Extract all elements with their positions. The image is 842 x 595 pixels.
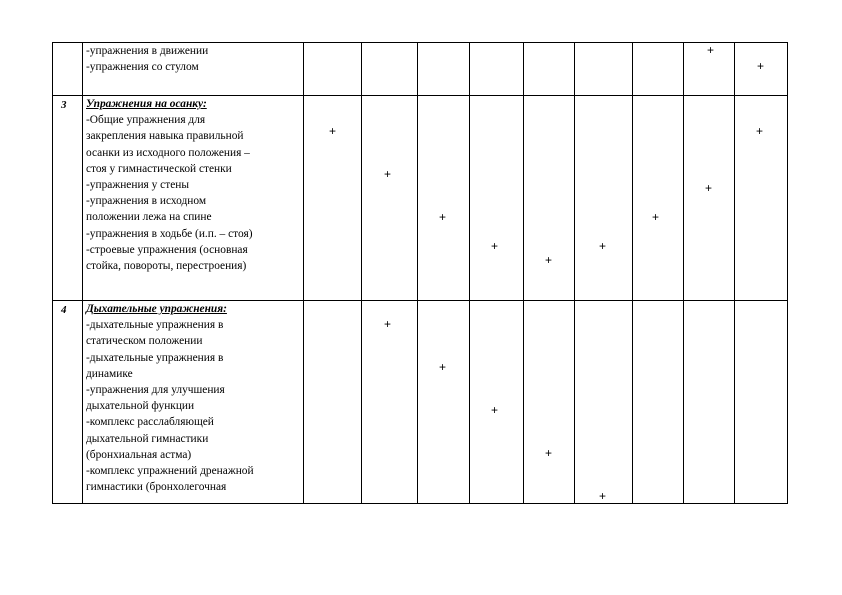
schedule-cell xyxy=(524,43,575,96)
schedule-cell xyxy=(304,96,362,301)
schedule-cell xyxy=(362,301,418,504)
row-number-text: 3 xyxy=(61,99,67,111)
row-number xyxy=(53,96,83,301)
description-line: стоя у гимнастической стенки xyxy=(86,162,232,175)
schedule-cell xyxy=(575,301,633,504)
description-line: -упражнения в движении xyxy=(86,45,209,57)
description-line: -упражнения со стулом xyxy=(86,61,199,74)
schedule-cell xyxy=(304,43,362,96)
schedule-cell xyxy=(575,43,633,96)
section-title: Упражнения на осанку: xyxy=(86,98,207,110)
schedule-cell xyxy=(524,301,575,504)
schedule-cell xyxy=(575,96,633,301)
schedule-cell xyxy=(470,301,524,504)
plus-mark: + xyxy=(545,253,553,267)
description-line: статическом положении xyxy=(86,335,203,348)
table-row xyxy=(53,301,788,504)
section-title: Дыхательные упражнения: xyxy=(86,303,227,315)
plus-mark: + xyxy=(756,124,764,138)
description-line: стойка, повороты, перестроения) xyxy=(86,260,247,273)
schedule-cell xyxy=(470,43,524,96)
schedule-cell xyxy=(418,43,470,96)
plus-mark: + xyxy=(599,489,607,503)
schedule-cell xyxy=(418,301,470,504)
plus-mark: + xyxy=(545,446,553,460)
exercise-description xyxy=(83,43,304,96)
schedule-cell xyxy=(362,43,418,96)
plus-mark: + xyxy=(652,210,660,224)
plus-mark: + xyxy=(439,360,447,374)
exercise-schedule-table xyxy=(52,42,788,504)
schedule-cell xyxy=(633,96,684,301)
description-line: -комплекс упражнений дренажной xyxy=(86,465,254,478)
schedule-cell xyxy=(524,96,575,301)
schedule-cell xyxy=(470,96,524,301)
schedule-cell xyxy=(684,43,735,96)
schedule-cell xyxy=(684,301,735,504)
schedule-cell xyxy=(735,96,788,301)
exercise-description xyxy=(83,301,304,504)
plus-mark: + xyxy=(599,239,607,253)
schedule-cell xyxy=(735,301,788,504)
schedule-cell xyxy=(304,301,362,504)
exercise-description xyxy=(83,96,304,301)
description-line: динамике xyxy=(86,367,133,380)
description-line: гимнастики (бронхолегочная xyxy=(86,481,227,494)
description-line: -дыхательные упражнения в xyxy=(86,351,224,364)
description-line: -строевые упражнения (основная xyxy=(86,243,248,256)
description-line: -упражнения для улучшения xyxy=(86,384,225,397)
plus-mark: + xyxy=(757,59,765,73)
schedule-cell xyxy=(684,96,735,301)
description-line: (бронхиальная астма) xyxy=(86,448,192,461)
schedule-cell xyxy=(735,43,788,96)
schedule-cell xyxy=(633,301,684,504)
description-line: закрепления навыка правильной xyxy=(86,130,244,143)
description-line: -комплекс расслабляющей xyxy=(86,416,214,429)
description-line: -упражнения в ходьбе (и.п. – стоя) xyxy=(86,227,253,240)
schedule-cell xyxy=(633,43,684,96)
schedule-cell xyxy=(362,96,418,301)
row-number xyxy=(53,43,83,96)
table-row xyxy=(53,43,788,96)
description-line: -упражнения у стены xyxy=(86,179,190,192)
schedule-cell xyxy=(418,96,470,301)
plus-mark: + xyxy=(329,124,337,138)
plus-mark: + xyxy=(439,210,447,224)
description-line: -Общие упражнения для xyxy=(86,114,206,127)
table-row xyxy=(53,96,788,301)
description-line: -дыхательные упражнения в xyxy=(86,319,224,332)
row-number-text: 4 xyxy=(61,304,67,316)
description-line: -упражнения в исходном xyxy=(86,195,207,208)
row-number xyxy=(53,301,83,504)
description-line: дыхательной гимнастики xyxy=(86,432,209,445)
description-line: положении лежа на спине xyxy=(86,211,212,224)
plus-mark: + xyxy=(707,43,715,57)
plus-mark: + xyxy=(384,167,392,181)
plus-mark: + xyxy=(491,239,499,253)
plus-mark: + xyxy=(491,403,499,417)
description-line: осанки из исходного положения – xyxy=(86,146,250,159)
plus-mark: + xyxy=(705,181,713,195)
plus-mark: + xyxy=(384,317,392,331)
description-line: дыхательной функции xyxy=(86,400,195,413)
